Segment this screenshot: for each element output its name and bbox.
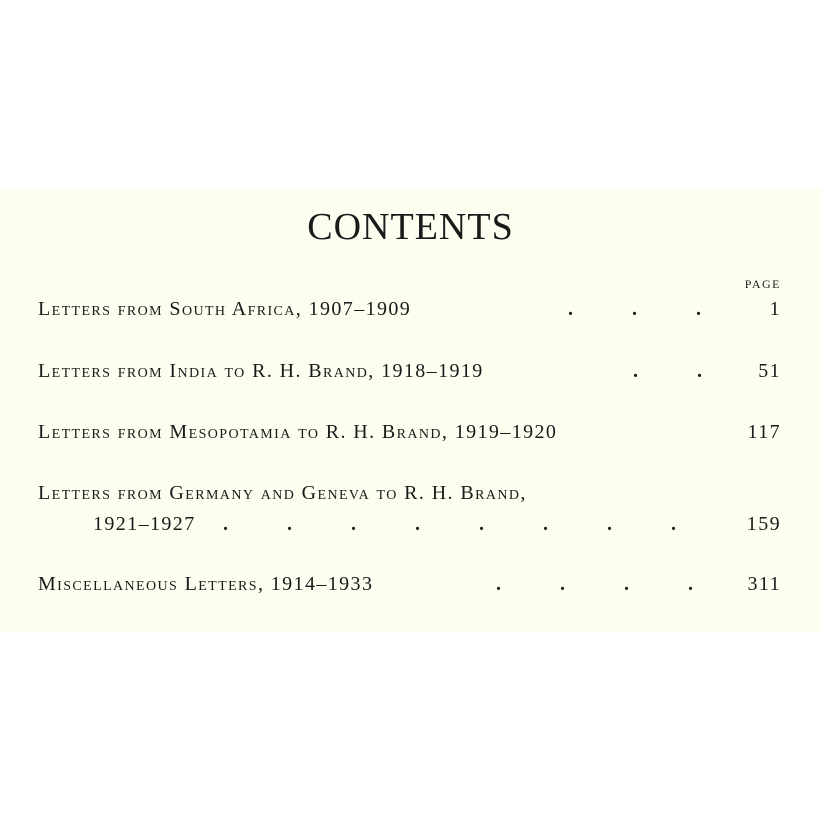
toc-entry-continuation: 1921–1927 [93,513,196,535]
page-column-header: PAGE [744,277,781,291]
toc-entry-page: 159 [746,513,781,535]
toc-entry-page: 1 [769,298,781,320]
toc-entry-page: 311 [747,573,781,595]
toc-entry [38,574,781,594]
toc-entry-title: Miscellaneous Letters, 1914–1933 [38,573,374,595]
toc-entry [38,361,781,381]
toc-entry [38,483,781,503]
page-scan [0,188,821,632]
leader-dots: . . . [568,298,703,320]
leader-dots: . . . . . . . . [223,513,678,535]
toc-entry-page: 51 [758,360,781,382]
toc-entry-title: Letters from Germany and Geneva to R. H. Brand, [38,482,527,504]
toc-entry-title: Letters from Mesopotamia to R. H. Brand, 1919–1920 [38,421,558,443]
page-title: CONTENTS [307,206,514,248]
toc-entry-title: Letters from South Africa, 1907–1909 [38,298,412,320]
leader-dots: . . . . [496,573,695,595]
toc-entry-title: Letters from India to R. H. Brand, 1918–1919 [38,360,484,382]
toc-entry-page: 117 [747,421,781,443]
toc-entry [38,422,781,442]
toc-entry [38,299,781,319]
leader-dots: . . [633,360,704,382]
